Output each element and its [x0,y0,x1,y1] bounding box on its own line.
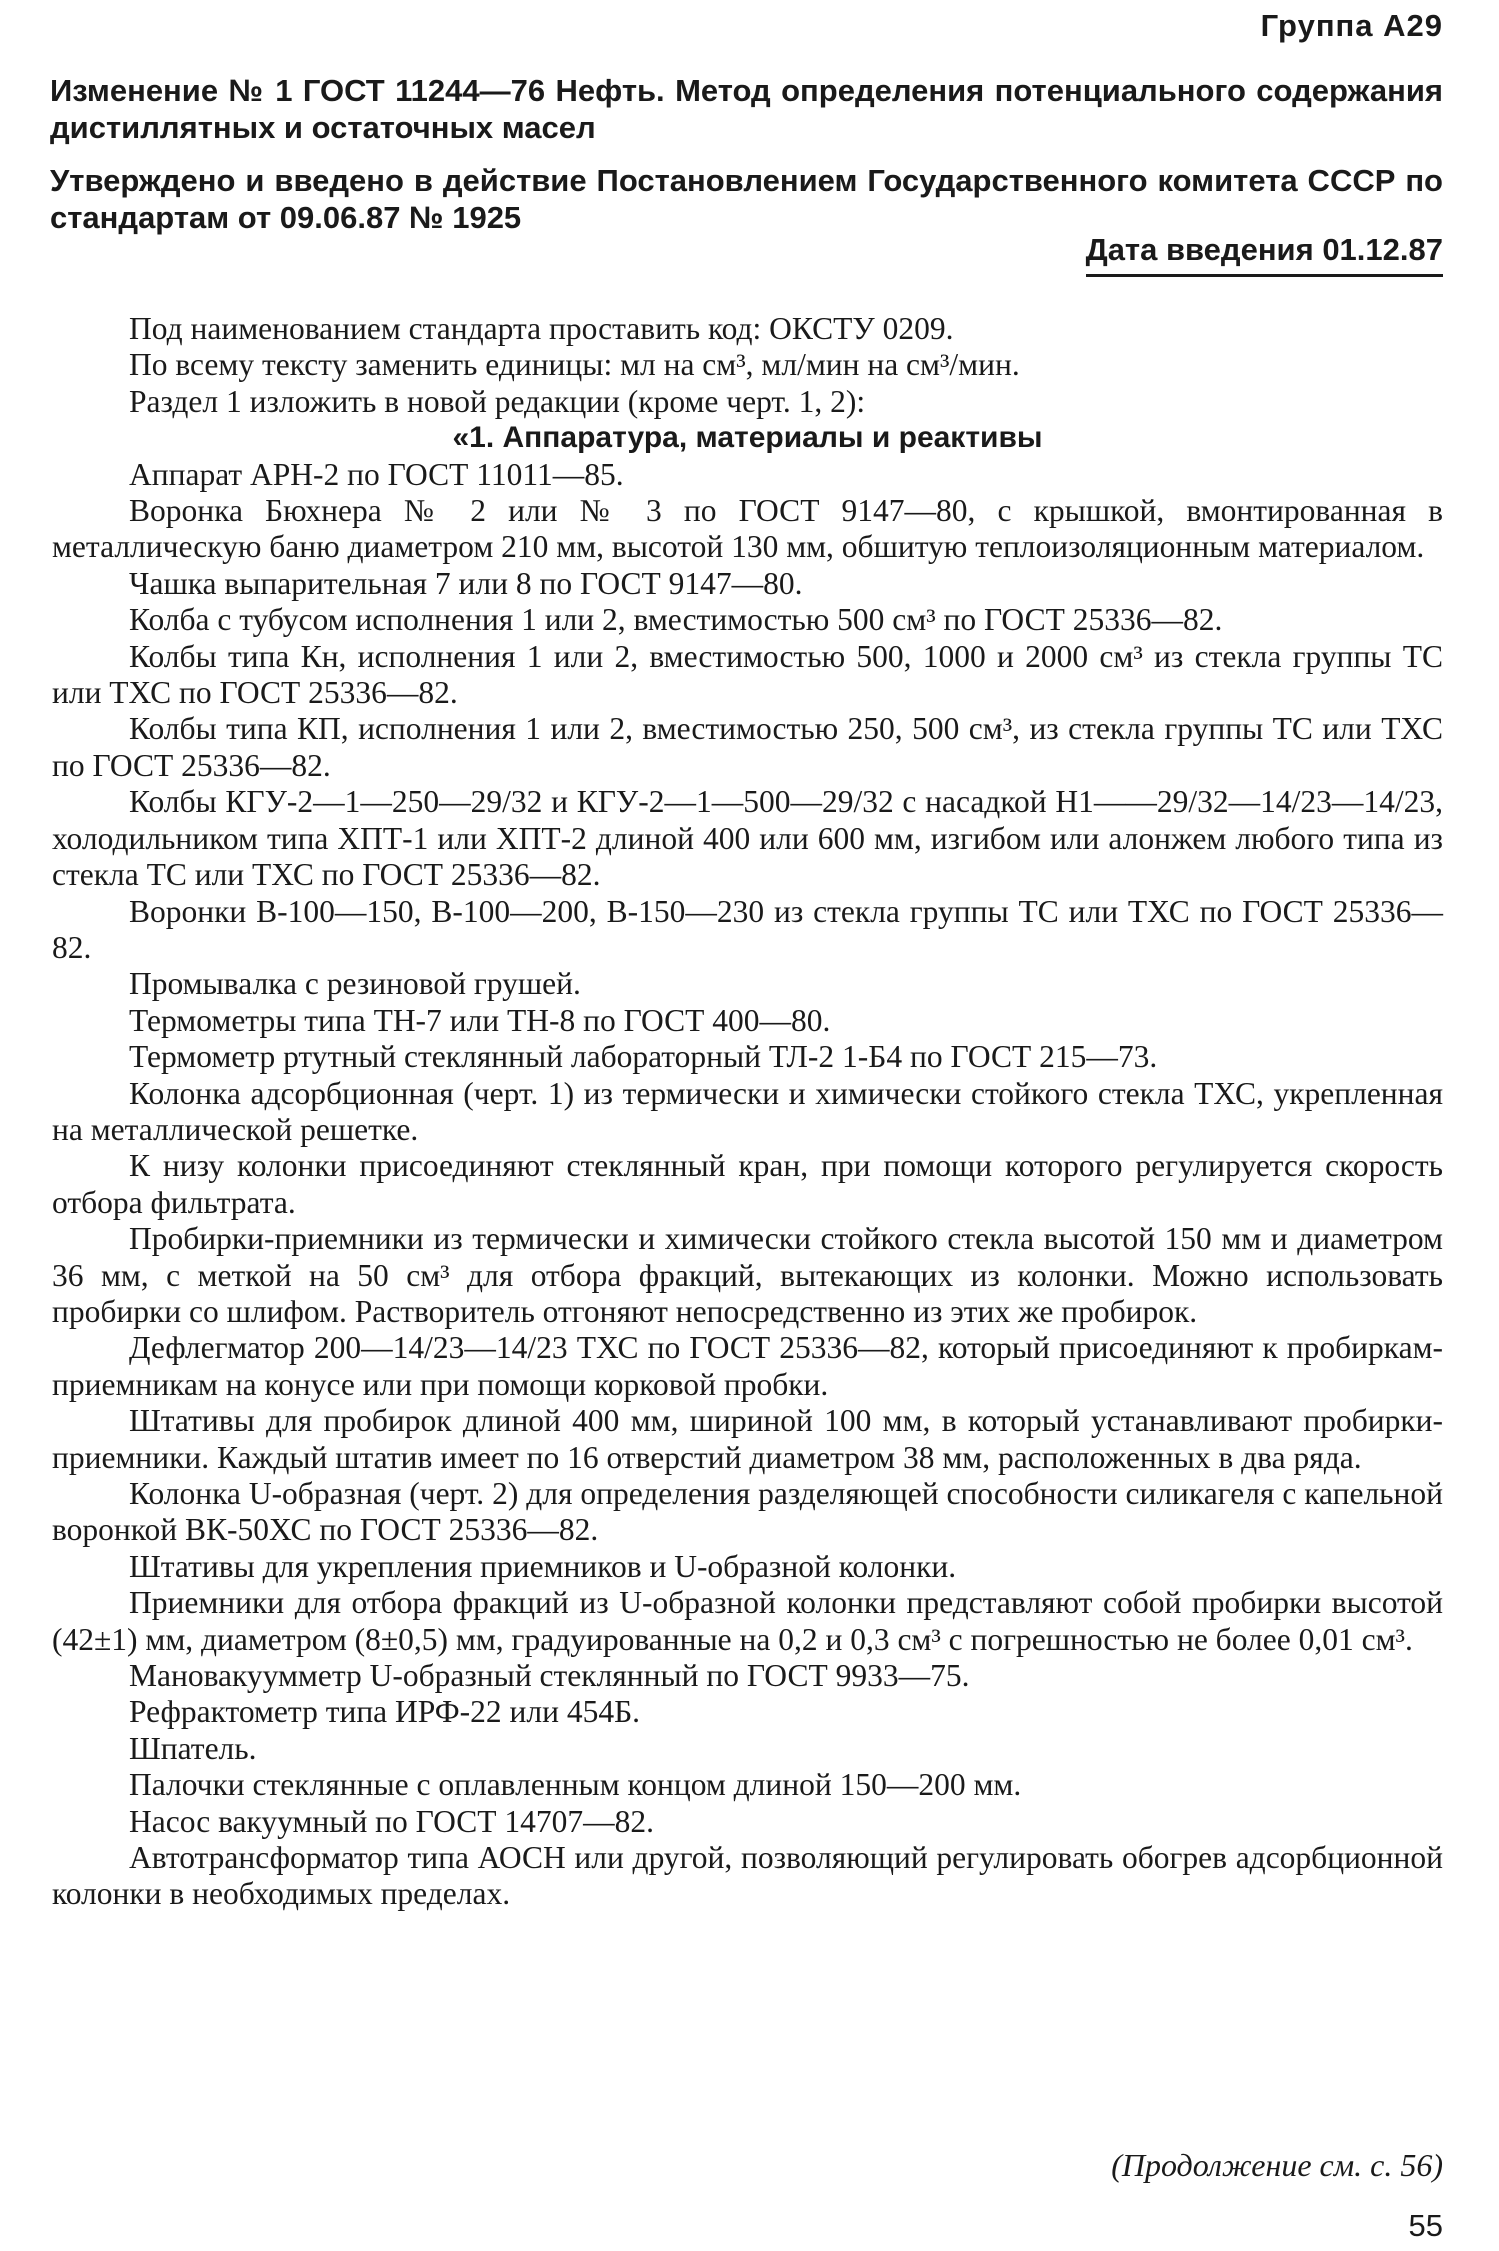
approval-statement: Утверждено и введено в действие Постановлением Государственного комитета СССР по стандартам от 09.06.87 № 1925 [50,163,1443,235]
paragraph: Насос вакуумный по ГОСТ 14707—82. [129,1803,654,1839]
paragraph: Штативы для укрепления приемников и U-образной колонки. [129,1548,957,1584]
paragraph: Шпатель. [129,1730,257,1766]
section-title: «1. Аппаратура, материалы и реактивы [452,421,1043,455]
group-label: Группа А29 [1260,8,1443,43]
paragraph: Воронка Бюхнера № 2 или № 3 по ГОСТ 9147—80, с крышкой, вмонтированная в металлическую баню диаметром 210 мм, высотой 130 мм, обшитую теплоизоляционным материалом. [52,493,1443,565]
paragraph: Колбы типа Кн, исполнения 1 или 2, вместимостью 500, 1000 и 2000 см³ из стекла группы ТС или ТХС по ГОСТ 25336—82. [52,638,1443,711]
paragraph: Приемники для отбора фракций из U-образной колонки представляют собой пробирки высотой (42±1) мм, диаметром (8±0,5) мм, градуированные на 0,2 и 0,3 см³ с погрешностью не более 0,01 см³. [52,1585,1443,1657]
page-number: 55 [1408,2208,1443,2243]
paragraph: Палочки стеклянные с оплавленным концом длиной 150—200 мм. [129,1767,1022,1803]
paragraph: По всему тексту заменить единицы: мл на см³, мл/мин на см³/мин. [129,347,1020,383]
continuation-note: (Продолжение см. с. 56) [1111,2147,1443,2183]
paragraph: Колонка адсорбционная (черт. 1) из термически и химически стойкого стекла ТХС, укрепленная на металлической решетке. [52,1075,1443,1147]
paragraph: Промывалка с резиновой грушей. [129,966,581,1002]
paragraph: Колонка U-образная (черт. 2) для определения разделяющей способности силикагеля с капельной воронкой ВК-50ХС по ГОСТ 25336—82. [52,1476,1443,1548]
paragraph: К низу колонки присоединяют стеклянный кран, при помощи которого регулируется скорость отбора фильтрата. [52,1148,1443,1220]
paragraph: Штативы для пробирок длиной 400 мм, шириной 100 мм, в который устанавливают пробирки-приемники. Каждый штатив имеет по 16 отверстий диаметром 38 мм, расположенных в два ряда. [52,1403,1443,1475]
paragraph: Автотрансформатор типа АОСН или другой, позволяющий регулировать обогрев адсорбционной колонки в необходимых пределах. [52,1840,1443,1912]
introduction-date: Дата введения 01.12.87 [1086,232,1443,277]
paragraph: Мановакуумметр U-образный стеклянный по ГОСТ 9933—75. [129,1658,970,1694]
paragraph: Термометр ртутный стеклянный лабораторный ТЛ-2 1-Б4 по ГОСТ 215—73. [129,1039,1158,1075]
paragraph: Аппарат АРН-2 по ГОСТ 11011—85. [129,456,624,492]
paragraph: Дефлегматор 200—14/23—14/23 ТХС по ГОСТ 25336—82, который присоединяют к пробиркам-приемникам на конусе или при помощи корковой пробки. [52,1330,1443,1402]
paragraph: Колбы КГУ-2—1—250—29/32 и КГУ-2—1—500—29/32 с насадкой Н1——29/32—14/23—14/23, холодильником типа ХПТ-1 или ХПТ-2 длиной 400 или 600 мм, изгибом или алонжем любого типа из стекла ТС или ТХС по ГОСТ 25336—82. [52,784,1443,893]
amendment-title: Изменение № 1 ГОСТ 11244—76 Нефть. Метод определения потенциального содержания дистиллятных и остаточных масел [50,73,1443,145]
paragraph: Термометры типа ТН-7 или ТН-8 по ГОСТ 400—80. [129,1002,831,1038]
paragraph: Пробирки-приемники из термически и химически стойкого стекла высотой 150 мм и диаметром 36 мм, с меткой на 50 см³ для отбора фракций, вытекающих из колонки. Можно использовать пробирки со шлифом. Растворитель отгоняют непосредственно из этих же пробирок. [52,1221,1443,1329]
paragraph: Под наименованием стандарта проставить код: ОКСТУ 0209. [129,311,954,346]
paragraph: Раздел 1 изложить в новой редакции (кроме черт. 1, 2): [129,383,866,419]
paragraph: Колба с тубусом исполнения 1 или 2, вместимостью 500 см³ по ГОСТ 25336—82. [129,602,1223,638]
document-body [52,311,1443,1913]
paragraph: Рефрактометр типа ИРФ-22 или 454Б. [129,1694,641,1730]
paragraph: Чашка выпарительная 7 или 8 по ГОСТ 9147—80. [129,565,803,601]
paragraph: Воронки В-100—150, В-100—200, В-150—230 из стекла группы ТС или ТХС по ГОСТ 25336—82. [52,893,1443,965]
paragraph: Колбы типа КП, исполнения 1 или 2, вместимостью 250, 500 см³, из стекла группы ТС или ТХС по ГОСТ 25336—82. [52,711,1443,783]
